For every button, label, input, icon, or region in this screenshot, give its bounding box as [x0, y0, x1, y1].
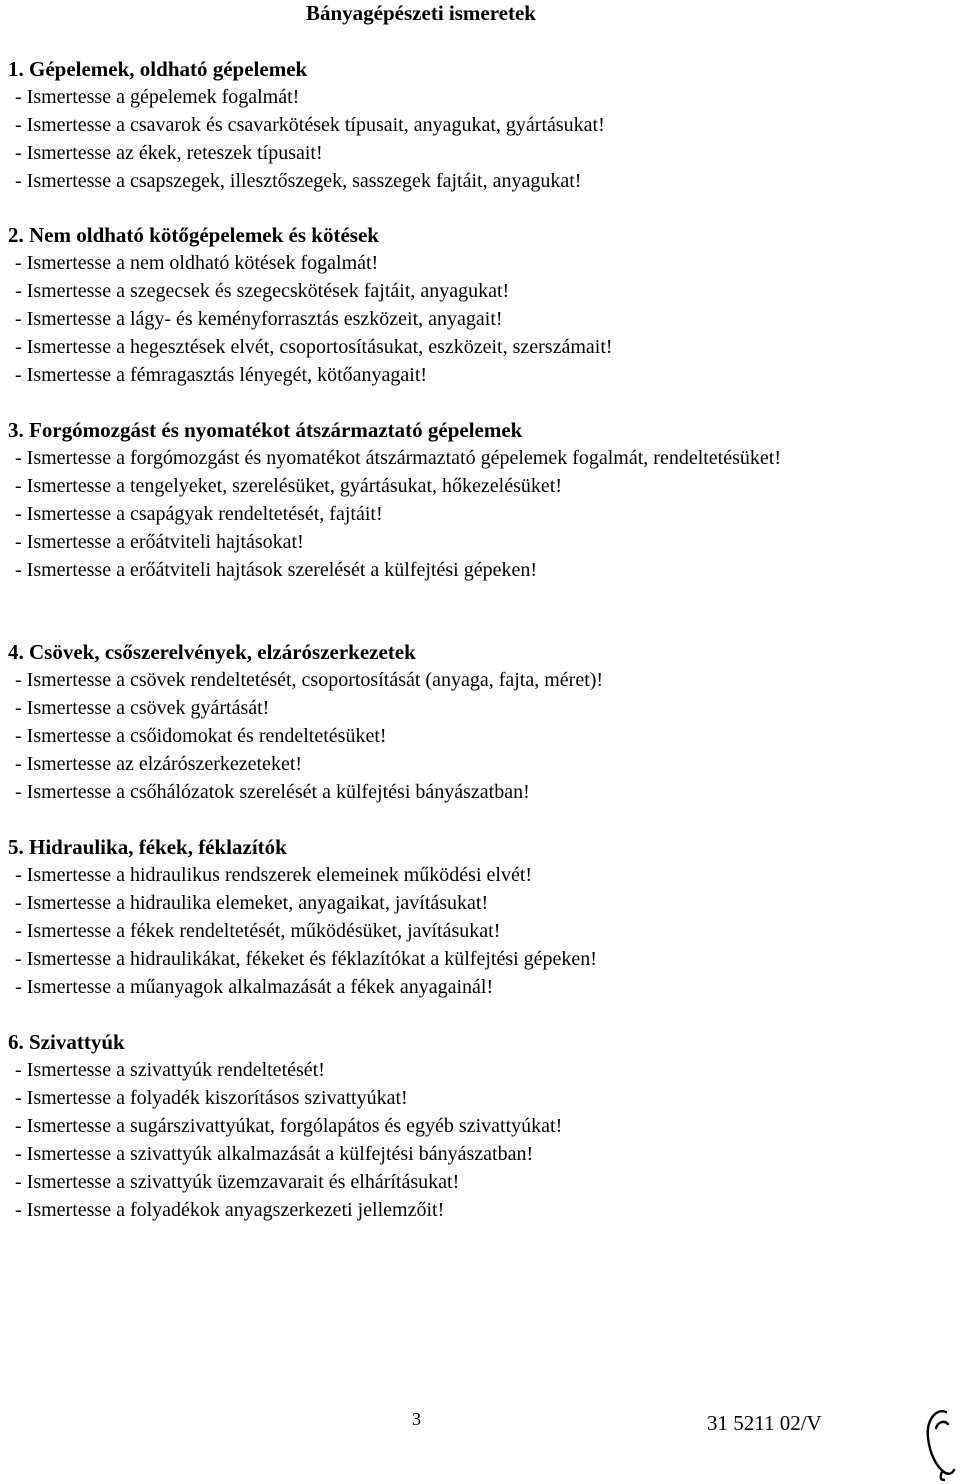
- list-item: - Ismertesse a csövek gyártását!: [15, 697, 270, 719]
- section-heading: 2. Nem oldható kötőgépelemek és kötések: [8, 223, 379, 247]
- list-item: - Ismertesse a csapágyak rendeltetését, fajtáit!: [15, 503, 383, 525]
- list-item: - Ismertesse a nem oldható kötések fogalmát!: [15, 252, 379, 274]
- list-item: - Ismertesse a csapszegek, illesztőszegek, sasszegek fajtáit, anyagukat!: [15, 170, 582, 192]
- list-item: - Ismertesse a hidraulikákat, fékeket és féklazítókat a külfejtési gépeken!: [15, 948, 597, 970]
- list-item: - Ismertesse a szivattyúk rendeltetését!: [15, 1059, 325, 1081]
- item-list: [8, 666, 938, 806]
- section-heading: 4. Csövek, csőszerelvények, elzárószerkezetek: [8, 640, 416, 664]
- section-5: [8, 833, 938, 1001]
- item-list: [8, 861, 938, 1001]
- list-item: - Ismertesse a fémragasztás lényegét, kötőanyagait!: [15, 364, 428, 386]
- list-item: - Ismertesse a folyadék kiszorításos szivattyúkat!: [15, 1087, 408, 1109]
- document-title: Bányagépészeti ismeretek: [306, 1, 536, 25]
- section-heading: 3. Forgómozgást és nyomatékot átszármaztató gépelemek: [8, 418, 523, 442]
- section-4: [8, 638, 938, 806]
- item-list: [8, 1056, 938, 1224]
- list-item: - Ismertesse a folyadékok anyagszerkezeti jellemzőit!: [15, 1199, 445, 1221]
- section-heading: 1. Gépelemek, oldható gépelemek: [8, 57, 308, 81]
- item-list: [8, 249, 938, 389]
- section-6: [8, 1028, 938, 1224]
- list-item: - Ismertesse a szivattyúk üzemzavarait és elhárításukat!: [15, 1171, 460, 1193]
- list-item: - Ismertesse a erőátviteli hajtások szerelését a külfejtési gépeken!: [15, 559, 537, 581]
- list-item: - Ismertesse a hegesztések elvét, csoportosításukat, eszközeit, szerszámait!: [15, 336, 613, 358]
- list-item: - Ismertesse a csövek rendeltetését, csoportosítását (anyaga, fajta, méret)!: [15, 669, 604, 691]
- list-item: - Ismertesse a tengelyeket, szerelésüket, gyártásukat, hőkezelésüket!: [15, 475, 562, 497]
- list-item: - Ismertesse a hidraulika elemeket, anyagaikat, javításukat!: [15, 892, 489, 914]
- list-item: - Ismertesse a forgómozgást és nyomatékot átszármaztató gépelemek fogalmát, rendeltetésüket!: [15, 447, 781, 469]
- document-code: 31 5211 02/V: [707, 1411, 822, 1435]
- list-item: - Ismertesse a csőhálózatok szerelését a külfejtési bányászatban!: [15, 781, 530, 803]
- list-item: - Ismertesse az ékek, reteszek típusait!: [15, 142, 323, 164]
- list-item: - Ismertesse a hidraulikus rendszerek elemeinek működési elvét!: [15, 864, 533, 886]
- item-list: [8, 83, 938, 195]
- section-heading: 5. Hidraulika, fékek, féklazítók: [8, 835, 287, 859]
- section-1: [8, 55, 938, 195]
- section-heading: 6. Szivattyúk: [8, 1030, 125, 1054]
- item-list: [8, 444, 938, 584]
- list-item: - Ismertesse a sugárszivattyúkat, forgólapátos és egyéb szivattyúkat!: [15, 1115, 563, 1137]
- list-item: - Ismertesse a csőidomokat és rendeltetésüket!: [15, 725, 387, 747]
- list-item: - Ismertesse a gépelemek fogalmát!: [15, 86, 300, 108]
- list-item: - Ismertesse a szegecsek és szegecskötések fajtáit, anyagukat!: [15, 280, 510, 302]
- list-item: - Ismertesse a lágy- és keményforrasztás eszközeit, anyagait!: [15, 308, 503, 330]
- section-3: [8, 416, 938, 584]
- handwritten-signature-icon: [918, 1402, 958, 1482]
- page-number: 3: [412, 1409, 421, 1429]
- list-item: - Ismertesse a műanyagok alkalmazását a fékek anyagainál!: [15, 976, 494, 998]
- list-item: - Ismertesse az elzárószerkezeteket!: [15, 753, 303, 775]
- list-item: - Ismertesse a erőátviteli hajtásokat!: [15, 531, 304, 553]
- list-item: - Ismertesse a csavarok és csavarkötések típusait, anyagukat, gyártásukat!: [15, 114, 605, 136]
- list-item: - Ismertesse a szivattyúk alkalmazását a külfejtési bányászatban!: [15, 1143, 534, 1165]
- list-item: - Ismertesse a fékek rendeltetését, működésüket, javításukat!: [15, 920, 501, 942]
- section-2: [8, 221, 938, 389]
